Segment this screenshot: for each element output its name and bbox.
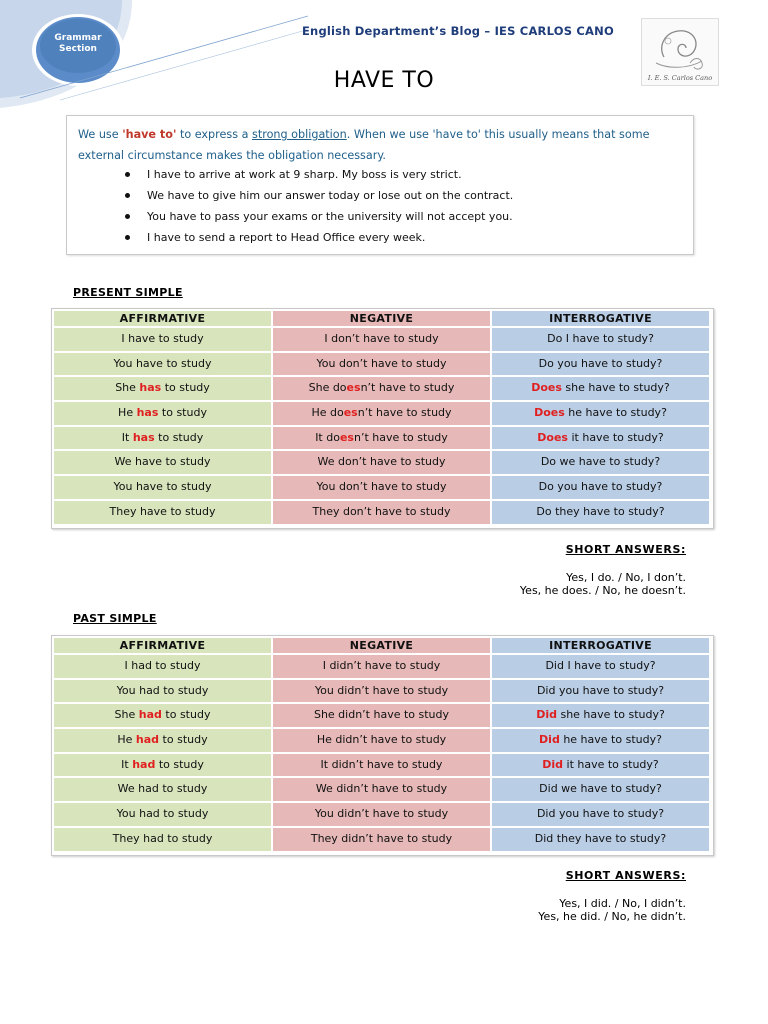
- intro-box: [66, 115, 694, 255]
- cell-text: Did you have to study?: [536, 683, 665, 697]
- highlight-word: had: [135, 733, 160, 747]
- cell-text: We didn’t have to study: [315, 782, 448, 796]
- cell-text: They don’t have to study: [312, 504, 451, 518]
- interrogative-cell: [492, 451, 709, 474]
- cell-text: Do we have to study?: [540, 455, 661, 469]
- intro-text-1: We use: [78, 128, 123, 141]
- affirmative-cell: [54, 704, 271, 727]
- cell-text: We had to study: [117, 782, 208, 796]
- table-row: [54, 402, 711, 427]
- cell-text: to study: [161, 381, 210, 395]
- interrogative-cell: [492, 680, 709, 703]
- negative-cell: [273, 729, 490, 752]
- header-decoration: [0, 0, 320, 110]
- table-row: [54, 427, 711, 452]
- cell-text: she have to study?: [556, 708, 665, 722]
- cell-text: You had to study: [116, 807, 209, 821]
- cell-text: It: [121, 757, 133, 771]
- interrogative-cell: [492, 754, 709, 777]
- intro-text-2: to express a: [176, 128, 253, 141]
- highlight-word: has: [136, 406, 159, 420]
- highlight-word: Did: [542, 757, 564, 771]
- table-header-row: [54, 638, 711, 655]
- table-row: [54, 353, 711, 378]
- cell-text: Do they have to study?: [536, 504, 665, 518]
- cell-text: Do you have to study?: [538, 480, 663, 494]
- cell-text: n’t have to study: [357, 406, 452, 420]
- negative-cell: [273, 476, 490, 499]
- cell-text: she have to study?: [561, 381, 670, 395]
- cell-text: Did we have to study?: [539, 782, 662, 796]
- table-row: [54, 377, 711, 402]
- cell-text: it have to study?: [563, 757, 659, 771]
- affirmative-cell: [54, 754, 271, 777]
- interrogative-cell: [492, 501, 709, 524]
- table-row: [54, 803, 711, 828]
- negative-cell: [273, 451, 490, 474]
- header-interrogative: INTERROGATIVE: [492, 638, 709, 653]
- negative-cell: [273, 655, 490, 678]
- affirmative-cell: [54, 377, 271, 400]
- negative-cell: [273, 377, 490, 400]
- highlight-word: Did: [536, 708, 557, 722]
- cell-text: They have to study: [109, 504, 216, 518]
- negative-cell: [273, 402, 490, 425]
- table-row: [54, 501, 711, 526]
- cell-text: he have to study?: [564, 406, 667, 420]
- page-title: HAVE TO: [333, 68, 435, 93]
- header-affirmative: AFFIRMATIVE: [54, 638, 271, 653]
- logo-caption: I. E. S. Carlos Cano: [647, 74, 713, 82]
- negative-cell: [273, 680, 490, 703]
- school-logo: [641, 18, 719, 86]
- highlight-word: has: [132, 430, 155, 444]
- negative-cell: [273, 828, 490, 851]
- header-interrogative: INTERROGATIVE: [492, 311, 709, 326]
- cell-text: to study: [159, 733, 208, 747]
- short-answer-line: Yes, he does. / No, he doesn’t.: [519, 584, 686, 597]
- cell-text: I had to study: [124, 659, 201, 672]
- cell-text: Do you have to study?: [538, 356, 663, 370]
- cell-text: It: [121, 430, 133, 444]
- negative-cell: [273, 704, 490, 727]
- example-item: You have to pass your exams or the university will not accept you.: [122, 206, 513, 227]
- affirmative-cell: [54, 427, 271, 450]
- cell-text: You didn’t have to study: [314, 683, 449, 697]
- table-row: [54, 704, 711, 729]
- highlight-word: Does: [531, 381, 562, 395]
- table-row: [54, 680, 711, 705]
- negative-cell: [273, 754, 490, 777]
- affirmative-cell: [54, 729, 271, 752]
- negative-cell: [273, 778, 490, 801]
- cell-text: He do: [311, 406, 344, 420]
- past-simple-table: [51, 635, 714, 856]
- cell-text: They had to study: [112, 831, 213, 845]
- interrogative-cell: [492, 729, 709, 752]
- table-row: [54, 476, 711, 501]
- cell-text: I don’t have to study: [324, 332, 439, 345]
- affirmative-cell: [54, 803, 271, 826]
- highlight-word: Does: [534, 406, 565, 420]
- intro-paragraph: [78, 124, 690, 166]
- table-row: [54, 778, 711, 803]
- highlight-word: es: [343, 406, 358, 420]
- highlight-word: Did: [539, 733, 560, 747]
- cell-text: You have to study: [113, 480, 212, 494]
- past-short-answers-title: SHORT ANSWERS:: [565, 869, 686, 882]
- cell-text: to study: [158, 406, 207, 420]
- example-list: [122, 164, 513, 248]
- highlight-word: has: [139, 381, 162, 395]
- interrogative-cell: [492, 803, 709, 826]
- interrogative-cell: [492, 704, 709, 727]
- affirmative-cell: [54, 680, 271, 703]
- past-simple-title: PAST SIMPLE: [73, 612, 157, 625]
- affirmative-cell: [54, 328, 271, 351]
- cell-text: We don’t have to study: [317, 455, 446, 469]
- interrogative-cell: [492, 377, 709, 400]
- negative-cell: [273, 803, 490, 826]
- highlight-word: es: [346, 381, 361, 395]
- cell-text: He: [118, 406, 137, 420]
- cell-text: You don’t have to study: [316, 480, 447, 494]
- short-answer-line: Yes, I did. / No, I didn’t.: [559, 897, 686, 910]
- interrogative-cell: [492, 655, 709, 678]
- affirmative-cell: [54, 655, 271, 678]
- blog-title: English Department’s Blog – IES CARLOS CANO: [302, 24, 614, 38]
- cell-text: Did I have to study?: [545, 659, 656, 672]
- affirmative-cell: [54, 402, 271, 425]
- cell-text: You didn’t have to study: [314, 807, 449, 821]
- cell-text: You had to study: [116, 683, 209, 697]
- past-short-answers: [538, 897, 686, 923]
- affirmative-cell: [54, 476, 271, 499]
- header-negative: NEGATIVE: [273, 638, 490, 653]
- cell-text: It didn’t have to study: [320, 757, 443, 771]
- affirmative-cell: [54, 828, 271, 851]
- example-item: We have to give him our answer today or lose out on the contract.: [122, 185, 513, 206]
- highlight-word: had: [138, 708, 162, 722]
- table-row: [54, 828, 711, 853]
- cell-text: I didn’t have to study: [322, 659, 441, 672]
- cell-text: Do I have to study?: [547, 332, 654, 345]
- cell-text: You don’t have to study: [316, 356, 447, 370]
- highlight-word: had: [132, 757, 156, 771]
- cell-text: He didn’t have to study: [316, 733, 447, 747]
- intro-strong-obligation: strong obligation: [252, 128, 347, 141]
- example-item: I have to send a report to Head Office every week.: [122, 227, 513, 248]
- highlight-word: Does: [537, 430, 568, 444]
- affirmative-cell: [54, 501, 271, 524]
- header-affirmative: AFFIRMATIVE: [54, 311, 271, 326]
- interrogative-cell: [492, 427, 709, 450]
- cell-text: She: [114, 708, 139, 722]
- negative-cell: [273, 427, 490, 450]
- interrogative-cell: [492, 778, 709, 801]
- table-row: [54, 328, 711, 353]
- cell-text: n’t have to study: [360, 381, 455, 395]
- short-answer-line: Yes, I do. / No, I don’t.: [566, 571, 686, 584]
- present-short-answers-title: SHORT ANSWERS:: [565, 543, 686, 556]
- grammar-section-badge: Grammar Section: [54, 33, 102, 54]
- negative-cell: [273, 328, 490, 351]
- table-row: [54, 655, 711, 680]
- cell-text: Did they have to study?: [534, 831, 667, 845]
- cell-text: He: [117, 733, 136, 747]
- cell-text: he have to study?: [559, 733, 662, 747]
- intro-keyword: 'have to': [122, 128, 177, 141]
- cell-text: They didn’t have to study: [310, 831, 453, 845]
- present-short-answers: [520, 571, 686, 597]
- cell-text: n’t have to study: [353, 430, 448, 444]
- intro-text-3: . When we use 'have to' this usually means that some external circumstance makes the obligation necessary.: [78, 128, 650, 162]
- example-item: I have to arrive at work at 9 sharp. My boss is very strict.: [122, 164, 513, 185]
- cell-text: She do: [308, 381, 347, 395]
- cell-text: She: [115, 381, 140, 395]
- cell-text: to study: [161, 708, 211, 722]
- affirmative-cell: [54, 353, 271, 376]
- table-row: [54, 754, 711, 779]
- highlight-word: es: [339, 430, 354, 444]
- table-header-row: [54, 311, 711, 328]
- logo-emblem-icon: [642, 19, 718, 75]
- negative-cell: [273, 353, 490, 376]
- table-row: [54, 451, 711, 476]
- interrogative-cell: [492, 828, 709, 851]
- affirmative-cell: [54, 778, 271, 801]
- cell-text: to study: [154, 430, 204, 444]
- cell-text: it have to study?: [567, 430, 664, 444]
- cell-text: I have to study: [121, 332, 204, 345]
- interrogative-cell: [492, 353, 709, 376]
- present-simple-title: PRESENT SIMPLE: [73, 286, 183, 299]
- table-row: [54, 729, 711, 754]
- cell-text: We have to study: [114, 455, 211, 469]
- negative-cell: [273, 501, 490, 524]
- cell-text: She didn’t have to study: [313, 708, 450, 722]
- interrogative-cell: [492, 476, 709, 499]
- interrogative-cell: [492, 328, 709, 351]
- cell-text: Did you have to study?: [536, 807, 665, 821]
- cell-text: You have to study: [113, 356, 212, 370]
- cell-text: to study: [155, 757, 204, 771]
- cell-text: It do: [315, 430, 340, 444]
- short-answer-line: Yes, he did. / No, he didn’t.: [538, 910, 686, 923]
- interrogative-cell: [492, 402, 709, 425]
- present-simple-table: [51, 308, 714, 529]
- affirmative-cell: [54, 451, 271, 474]
- header-negative: NEGATIVE: [273, 311, 490, 326]
